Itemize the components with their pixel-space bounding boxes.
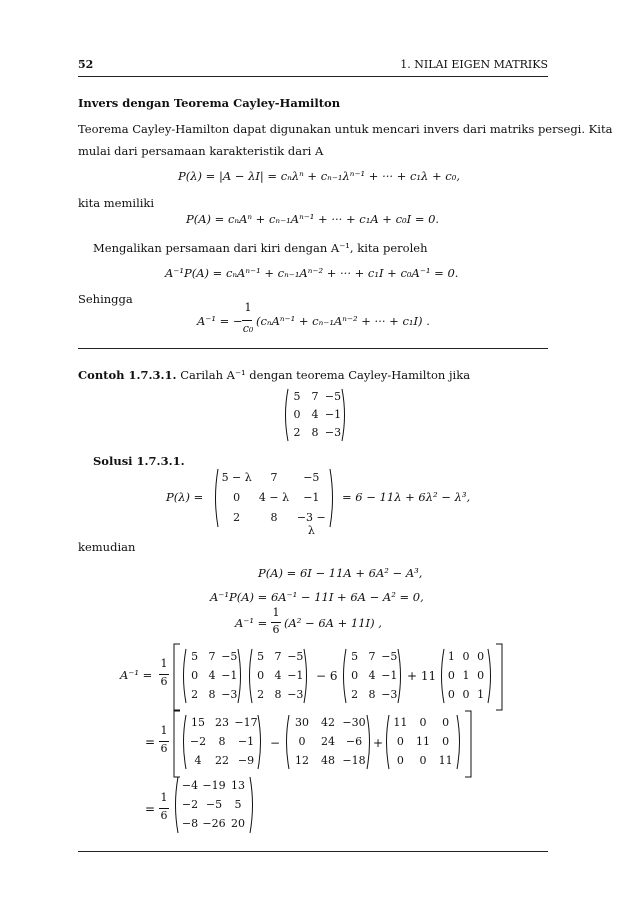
matrix-cell: 0 xyxy=(419,753,427,767)
matrix-cell: −2 xyxy=(181,798,199,811)
matrix-cell: −1 xyxy=(303,491,320,504)
matrix-cell: −30 xyxy=(342,716,366,730)
matrix-cell: 5 xyxy=(257,650,265,664)
equation-p-of-a: P(A) = cₙAⁿ + cₙ₋₁Aⁿ⁻¹ + ··· + c₁A + c₀I = 0. xyxy=(186,212,440,226)
minus-six: − 6 xyxy=(316,669,338,683)
equation-cayley-hamilton: P(A) = 6I − 11A + 6A² − A³, xyxy=(258,566,423,580)
matrix-cell: 0 xyxy=(351,669,359,682)
matrix-cell: −5 xyxy=(287,650,304,664)
frac-one: 1 xyxy=(272,606,280,619)
matrix-cell: 4 xyxy=(368,669,376,682)
matrix-cell: 12 xyxy=(295,753,309,767)
equation-ainv-lhs-2: A⁻¹ = xyxy=(235,616,268,630)
matrix-cell: 2 xyxy=(351,687,359,701)
matrix-cell: 0 xyxy=(462,687,470,701)
matrix-cell: 2 xyxy=(233,511,241,524)
matrix-cell: 5 xyxy=(293,390,301,403)
matrix-cell: −3 − λ xyxy=(296,511,326,537)
bracket-right-2 xyxy=(462,710,474,778)
equation-ainv-rhs-2: (A² − 6A + 11I) , xyxy=(284,616,382,630)
chapter-title: 1. NILAI EIGEN MATRIKS xyxy=(400,58,548,71)
matrix-cell: −8 xyxy=(181,817,199,831)
matrix-cell: 0 xyxy=(419,716,427,730)
text-sehingga: Sehingga xyxy=(78,292,133,306)
matrix-cell: 7 xyxy=(270,471,278,484)
matrix-cell: 5 xyxy=(234,798,242,811)
matrix-eleven-i xyxy=(383,714,463,770)
section-rule xyxy=(78,348,548,349)
matrix-cell: −4 xyxy=(181,778,199,792)
frac-six-c: 6 xyxy=(160,742,168,755)
frac-one-d: 1 xyxy=(160,791,168,804)
matrix-a-minus-lambda xyxy=(212,468,336,537)
frac-six: 6 xyxy=(272,623,280,636)
matrix-cell: 8 xyxy=(368,687,376,701)
fraction-denominator: c₀ xyxy=(242,322,254,335)
matrix-cell: 11 xyxy=(438,753,453,767)
equation-characteristic: P(λ) = |A − λI| = cₙλⁿ + cₙ₋₁λⁿ⁻¹ + ··· + c₁λ + c₀, xyxy=(178,169,460,183)
matrix-cell: 4 − λ xyxy=(258,491,290,504)
footer-rule xyxy=(78,851,548,852)
matrix-a-2 xyxy=(246,648,310,704)
matrix-cell: −19 xyxy=(202,778,226,792)
ainv-lhs: A⁻¹ = xyxy=(120,668,153,682)
example-line xyxy=(78,368,470,382)
bracket-right-1 xyxy=(493,643,505,711)
matrix-six-a xyxy=(283,714,373,770)
matrix-cell: 1 xyxy=(462,669,470,682)
matrix-cell: 0 xyxy=(447,687,455,701)
matrix-cell: 5 xyxy=(351,650,359,664)
matrix-cell: −17 xyxy=(234,716,258,730)
paragraph-line-1: Teorema Cayley-Hamilton dapat digunakan untuk mencari invers dari matriks persegi. Kita xyxy=(78,122,613,136)
matrix-cell: 2 xyxy=(257,687,265,701)
section-title: Invers dengan Teorema Cayley-Hamilton xyxy=(78,96,341,110)
equals-3: = xyxy=(145,802,156,816)
frac-six-d: 6 xyxy=(160,809,168,822)
matrix-cell: 4 xyxy=(194,753,202,767)
matrix-cell: 7 xyxy=(368,650,376,664)
matrix-cell: 0 xyxy=(396,735,404,748)
matrix-cell: 0 xyxy=(191,669,199,682)
matrix-cell: −5 xyxy=(221,650,238,664)
equation-ainv-lhs: A⁻¹ = − xyxy=(197,314,243,328)
matrix-cell: −5 xyxy=(324,390,342,403)
matrix-cell: 0 xyxy=(442,716,450,730)
matrix-cell: −1 xyxy=(237,735,255,748)
matrix-cell: 5 xyxy=(191,650,199,664)
page-number: 52 xyxy=(78,58,94,71)
matrix-cell: 8 xyxy=(208,687,216,701)
matrix-cell: 30 xyxy=(295,716,309,730)
text-kemudian: kemudian xyxy=(78,540,136,554)
matrix-cell: 4 xyxy=(274,669,282,682)
matrix-cell: −1 xyxy=(221,669,238,682)
matrix-cell: −18 xyxy=(342,753,366,767)
text-mengalikan: Mengalikan persamaan dari kiri dengan A⁻¹, kita peroleh xyxy=(93,241,428,255)
matrix-cell: 0 xyxy=(298,735,306,748)
matrix-cell: −3 xyxy=(324,426,342,439)
matrix-cell: 24 xyxy=(321,735,335,748)
matrix-cell: 11 xyxy=(393,716,408,730)
matrix-cell: 7 xyxy=(208,650,216,664)
matrix-cell: 2 xyxy=(293,426,301,439)
matrix-cell: 8 xyxy=(311,426,319,439)
matrix-cell: 0 xyxy=(447,669,455,682)
matrix-cell: 0 xyxy=(396,753,404,767)
matrix-cell: 42 xyxy=(321,716,335,730)
matrix-cell: −5 xyxy=(381,650,398,664)
matrix-cell: −1 xyxy=(324,408,342,421)
matrix-cell: 11 xyxy=(415,735,430,748)
matrix-cell: 0 xyxy=(462,650,470,664)
matrix-cell: 15 xyxy=(191,716,205,730)
matrix-cell: 1 xyxy=(447,650,455,664)
matrix-a-1 xyxy=(180,648,244,704)
matrix-cell: 5 − λ xyxy=(221,471,252,484)
frac-six-b: 6 xyxy=(160,675,168,688)
matrix-cell: −9 xyxy=(237,753,255,767)
example-text: Carilah A⁻¹ dengan teorema Cayley-Hamilton jika xyxy=(180,368,471,382)
matrix-cell: 8 xyxy=(270,511,278,524)
identity-matrix xyxy=(438,648,494,704)
minus-sign: − xyxy=(270,736,281,750)
plus-eleven: + 11 xyxy=(407,669,437,683)
matrix-cell: 7 xyxy=(274,650,282,664)
plus-sign: + xyxy=(373,736,384,750)
matrix-cell: −2 xyxy=(189,735,207,748)
matrix-cell: −3 xyxy=(221,687,238,701)
matrix-cell: 22 xyxy=(215,753,229,767)
matrix-a-squared xyxy=(180,714,264,770)
matrix-cell: −3 xyxy=(287,687,304,701)
matrix-a xyxy=(282,388,348,442)
matrix-cell: −1 xyxy=(381,669,398,682)
matrix-cell: 4 xyxy=(311,408,319,421)
matrix-cell: 4 xyxy=(208,669,216,682)
matrix-cell: 8 xyxy=(274,687,282,701)
solution-label: Solusi 1.7.3.1. xyxy=(93,454,185,468)
fraction-numerator: 1 xyxy=(244,301,252,314)
text-kita-memiliki: kita memiliki xyxy=(78,196,155,210)
example-label: Contoh 1.7.3.1. xyxy=(78,368,177,382)
header-rule xyxy=(78,76,548,77)
matrix-cell: −1 xyxy=(287,669,304,682)
matrix-cell: 0 xyxy=(233,491,241,504)
matrix-cell: 0 xyxy=(442,735,450,748)
matrix-cell: 1 xyxy=(477,687,485,701)
matrix-cell: 0 xyxy=(477,650,485,664)
matrix-cell: 2 xyxy=(191,687,199,701)
p-lambda-rhs: = 6 − 11λ + 6λ² − λ³, xyxy=(342,490,471,504)
matrix-result xyxy=(172,776,256,834)
matrix-cell: −26 xyxy=(202,817,226,831)
equation-ainv-rhs: (cₙAⁿ⁻¹ + cₙ₋₁Aⁿ⁻² + ··· + c₁I) . xyxy=(256,314,430,328)
equation-ainv-p: A⁻¹P(A) = cₙAⁿ⁻¹ + cₙ₋₁Aⁿ⁻² + ··· + c₁I + c₀A⁻¹ = 0. xyxy=(165,266,459,280)
matrix-cell: −5 xyxy=(205,798,223,811)
equals-2: = xyxy=(145,735,156,749)
matrix-cell: 20 xyxy=(231,817,245,831)
matrix-cell: 48 xyxy=(321,753,335,767)
matrix-cell: 0 xyxy=(257,669,265,682)
p-lambda-lhs: P(λ) = xyxy=(166,490,204,504)
matrix-cell: −6 xyxy=(345,735,363,748)
matrix-cell: 7 xyxy=(311,390,319,403)
fraction-line xyxy=(242,320,252,321)
paragraph-line-2: mulai dari persamaan karakteristik dari A xyxy=(78,144,324,158)
matrix-a-3 xyxy=(340,648,404,704)
equation-multiplied: A⁻¹P(A) = 6A⁻¹ − 11I + 6A − A² = 0, xyxy=(210,590,424,604)
matrix-cell: −3 xyxy=(381,687,398,701)
matrix-cell: 0 xyxy=(477,669,485,682)
matrix-cell: 23 xyxy=(215,716,229,730)
frac-one-c: 1 xyxy=(160,724,168,737)
matrix-cell: 8 xyxy=(218,735,226,748)
frac-one-b: 1 xyxy=(160,657,168,670)
matrix-cell: 13 xyxy=(231,778,245,792)
matrix-cell: −5 xyxy=(303,471,320,484)
matrix-cell: 0 xyxy=(293,408,301,421)
